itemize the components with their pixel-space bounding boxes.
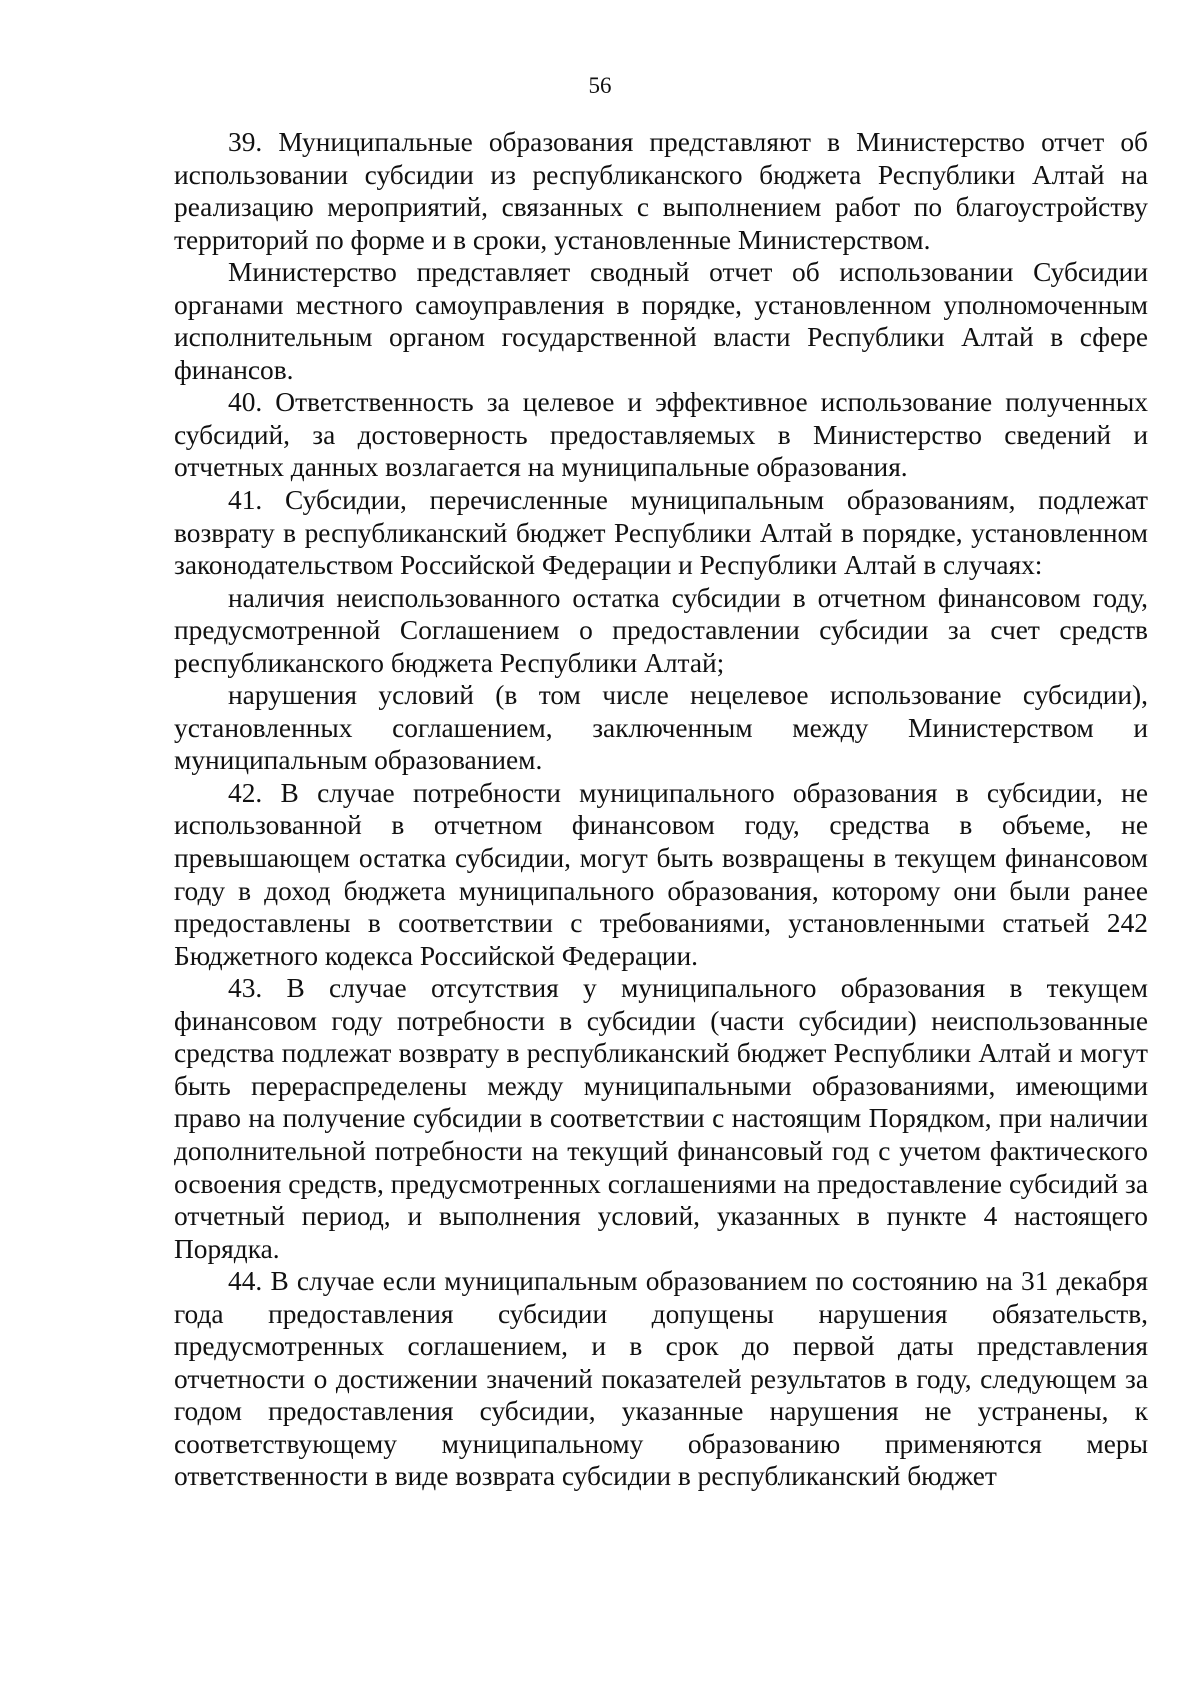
- paragraph-42: 42. В случае потребности муниципального образования в субсидии, не использованной в отчетном финансовом году, средства в объеме, не превышающем остатка субсидии, могут быть возвращены в текущем финансовом году в доход бюджета муниципального образования, которому они были ранее предоставлены в соответствии с требованиями, установленными статьей 242 Бюджетного кодекса Российской Федерации.: [174, 777, 1148, 971]
- page-number: 56: [588, 73, 612, 98]
- document-body: [174, 126, 1148, 1493]
- paragraph-44: 44. В случае если муниципальным образованием по состоянию на 31 декабря года предоставления субсидии допущены нарушения обязательств, предусмотренных соглашением, и в срок до первой даты представления отчетности о достижении значений показателей результатов в году, следующем за годом предоставления субсидии, указанные нарушения не устранены, к соответствующему муниципальному образованию применяются меры ответственности в виде возврата субсидии в республиканский бюджет: [174, 1266, 1148, 1492]
- paragraph-39: 39. Муниципальные образования представляют в Министерство отчет об использовании субсидии из республиканского бюджета Республики Алтай на реализацию мероприятий, связанных с выполнением работ по благоустройству территорий по форме и в сроки, установленные Министерством.: [174, 127, 1148, 255]
- paragraph-41: 41. Субсидии, перечисленные муниципальным образованиям, подлежат возврату в республиканский бюджет Республики Алтай в порядке, установленном законодательством Российской Федерации и Республики Алтай в случаях:: [174, 485, 1148, 581]
- paragraph-40: 40. Ответственность за целевое и эффективное использование полученных субсидий, за достоверность предоставляемых в Министерство сведений и отчетных данных возлагается на муниципальные образования.: [174, 387, 1148, 483]
- paragraph-41-case-unused-balance: наличия неиспользованного остатка субсидии в отчетном финансовом году, предусмотренной Соглашением о предоставлении субсидии за счет средств республиканского бюджета Республики Алтай;: [174, 582, 1148, 678]
- paragraph-41-case-violation: нарушения условий (в том числе нецелевое использование субсидии), установленных соглашением, заключенным между Министерством и муниципальным образованием.: [174, 680, 1148, 776]
- paragraph-43: 43. В случае отсутствия у муниципального образования в текущем финансовом году потребности в субсидии (части субсидии) неиспользованные средства подлежат возврату в республиканский бюджет Республики Алтай и могут быть перераспределены между муниципальными образованиями, имеющими право на получение субсидии в соответствии с настоящим Порядком, при наличии дополнительной потребности на текущий финансовый год с учетом фактического освоения средств, предусмотренных соглашениями на предоставление субсидий за отчетный период, и выполнения условий, указанных в пункте 4 настоящего Порядка.: [174, 973, 1148, 1264]
- paragraph-39-ministry-report: Министерство представляет сводный отчет об использовании Субсидии органами местного самоуправления в порядке, установленном уполномоченным исполнительным органом государственной власти Республики Алтай в сфере финансов.: [174, 257, 1148, 385]
